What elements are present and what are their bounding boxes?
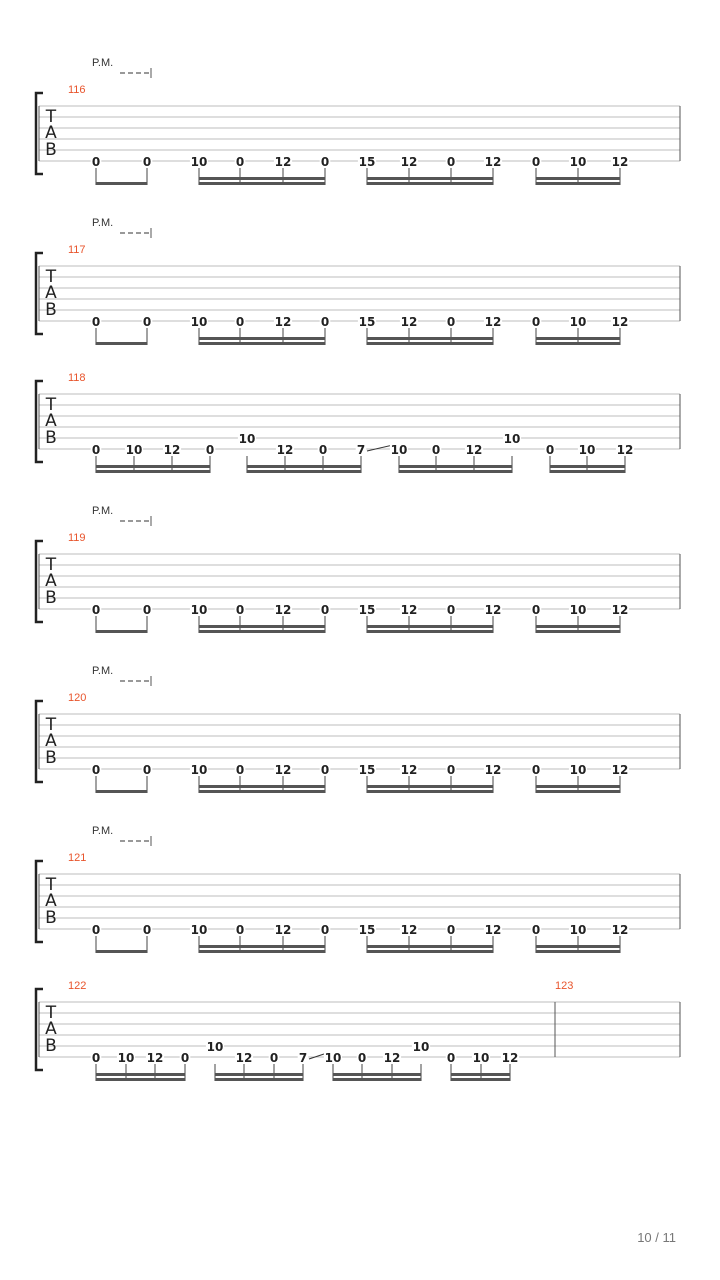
fret-number: 0 — [531, 763, 541, 777]
beam-group — [91, 922, 153, 953]
fret-number: 7 — [356, 443, 366, 457]
tab-clef-letter: T — [45, 107, 57, 127]
beam — [96, 465, 210, 468]
fret-number: 0 — [235, 923, 245, 937]
beam-group — [190, 154, 330, 185]
beam-group — [531, 314, 629, 345]
beam-group — [190, 762, 330, 793]
tab-system — [36, 505, 680, 633]
beam-group — [91, 442, 216, 473]
measure-number: 116 — [68, 84, 86, 96]
fret-number: 12 — [146, 1051, 164, 1065]
beam — [367, 950, 493, 953]
tab-clef-letter: T — [45, 555, 57, 575]
measure-number: 120 — [68, 692, 87, 704]
beam-group — [190, 922, 330, 953]
beam — [96, 1078, 185, 1081]
fret-number: 15 — [358, 763, 376, 777]
beam — [367, 630, 493, 633]
fret-number: 12 — [501, 1051, 519, 1065]
fret-number: 0 — [446, 1051, 456, 1065]
fret-number: 12 — [235, 1051, 253, 1065]
tab-system — [36, 980, 680, 1081]
fret-number: 10 — [206, 1040, 224, 1054]
fret-number: 12 — [400, 923, 418, 937]
fret-number: 15 — [358, 155, 376, 169]
fret-number: 10 — [569, 603, 587, 617]
fret-number: 15 — [358, 923, 376, 937]
beam — [536, 337, 620, 340]
tab-clef-letter: A — [45, 731, 57, 751]
beam-group — [358, 922, 502, 953]
fret-number: 12 — [484, 155, 502, 169]
beam-group — [91, 314, 153, 345]
fret-number: 0 — [320, 155, 330, 169]
tab-clef-letter: T — [45, 395, 57, 415]
fret-number: 12 — [274, 763, 292, 777]
fret-number: 0 — [446, 155, 456, 169]
beam — [536, 625, 620, 628]
fret-number: 10 — [117, 1051, 135, 1065]
beam-group — [358, 762, 502, 793]
measure-number: 123 — [555, 980, 574, 992]
beam-group — [531, 922, 629, 953]
fret-number: 0 — [545, 443, 555, 457]
fret-number: 0 — [142, 763, 152, 777]
fret-number: 15 — [358, 315, 376, 329]
fret-number: 12 — [400, 155, 418, 169]
fret-number: 0 — [91, 315, 101, 329]
fret-number: 0 — [91, 923, 101, 937]
beam-group — [206, 1039, 327, 1081]
beam-group — [390, 431, 521, 473]
fret-number: 12 — [163, 443, 181, 457]
beam — [215, 1073, 303, 1076]
fret-number: 10 — [324, 1051, 342, 1065]
beam-group — [238, 431, 393, 473]
beam — [199, 950, 325, 953]
beam-group — [91, 1050, 191, 1081]
fret-number: 12 — [616, 443, 634, 457]
fret-number: 12 — [274, 155, 292, 169]
fret-number: 0 — [318, 443, 328, 457]
beam-group — [91, 154, 153, 185]
fret-number: 0 — [235, 315, 245, 329]
beam-group — [531, 602, 629, 633]
measure-number: 118 — [68, 372, 86, 384]
fret-number: 12 — [465, 443, 483, 457]
fret-number: 12 — [611, 155, 629, 169]
fret-number: 0 — [205, 443, 215, 457]
beam — [199, 790, 325, 793]
fret-number: 12 — [611, 763, 629, 777]
beam-group — [324, 1039, 430, 1081]
fret-number: 0 — [531, 155, 541, 169]
beam — [536, 790, 620, 793]
beam — [536, 630, 620, 633]
tab-clef-letter: B — [45, 300, 57, 320]
beam — [399, 465, 512, 468]
beam — [199, 337, 325, 340]
tab-clef-letter: B — [45, 428, 57, 448]
beam — [451, 1073, 510, 1076]
fret-number: 0 — [142, 315, 152, 329]
fret-number: 0 — [446, 923, 456, 937]
tab-system — [36, 665, 680, 793]
beam — [399, 470, 512, 473]
fret-number: 12 — [611, 923, 629, 937]
beam — [367, 790, 493, 793]
tab-clef-letter: T — [45, 267, 57, 287]
beam — [367, 945, 493, 948]
beam — [247, 465, 361, 468]
beam-group — [358, 602, 502, 633]
beam — [367, 785, 493, 788]
tab-clef-letter: A — [45, 891, 57, 911]
fret-number: 15 — [358, 603, 376, 617]
beam — [96, 342, 147, 345]
fret-number: 0 — [180, 1051, 190, 1065]
beam-group — [358, 314, 502, 345]
beam-group — [531, 762, 629, 793]
beam — [199, 177, 325, 180]
palm-mute-label: P.M. — [92, 217, 114, 229]
fret-number: 12 — [274, 315, 292, 329]
fret-number: 0 — [320, 315, 330, 329]
fret-number: 0 — [431, 443, 441, 457]
beam — [96, 630, 147, 633]
fret-number: 12 — [611, 603, 629, 617]
fret-number: 0 — [91, 155, 101, 169]
beam — [550, 465, 625, 468]
beam — [215, 1078, 303, 1081]
fret-number: 10 — [390, 443, 408, 457]
fret-number: 12 — [400, 315, 418, 329]
tab-system — [36, 825, 680, 953]
fret-number: 10 — [569, 315, 587, 329]
tab-clef-letter: T — [45, 715, 57, 735]
fret-number: 0 — [357, 1051, 367, 1065]
fret-number: 0 — [235, 763, 245, 777]
fret-number: 0 — [531, 315, 541, 329]
fret-number: 12 — [383, 1051, 401, 1065]
fret-number: 12 — [484, 923, 502, 937]
fret-number: 0 — [142, 155, 152, 169]
beam — [199, 182, 325, 185]
tab-system — [36, 57, 680, 185]
beam-group — [91, 602, 153, 633]
tab-clef-letter: T — [45, 875, 57, 895]
fret-number: 12 — [484, 603, 502, 617]
tab-clef-letter: A — [45, 571, 57, 591]
fret-number: 12 — [484, 763, 502, 777]
tab-clef-letter: A — [45, 283, 57, 303]
fret-number: 10 — [569, 763, 587, 777]
beam-group — [91, 762, 153, 793]
fret-number: 0 — [91, 763, 101, 777]
beam — [367, 625, 493, 628]
fret-number: 10 — [578, 443, 596, 457]
beam — [96, 182, 147, 185]
beam-group — [545, 442, 634, 473]
fret-number: 0 — [531, 923, 541, 937]
measure-number: 121 — [68, 852, 87, 864]
page-number: 10 / 11 — [637, 1230, 676, 1245]
beam — [367, 182, 493, 185]
fret-number: 0 — [235, 155, 245, 169]
tab-clef-letter: B — [45, 748, 57, 768]
palm-mute-label: P.M. — [92, 505, 114, 517]
fret-number: 0 — [446, 763, 456, 777]
fret-number: 0 — [269, 1051, 279, 1065]
slide-line — [367, 445, 393, 451]
fret-number: 12 — [484, 315, 502, 329]
fret-number: 10 — [125, 443, 143, 457]
fret-number: 10 — [190, 155, 208, 169]
fret-number: 10 — [190, 763, 208, 777]
fret-number: 10 — [503, 432, 521, 446]
beam — [550, 470, 625, 473]
fret-number: 12 — [274, 603, 292, 617]
measure-number: 117 — [68, 244, 86, 256]
tab-clef-letter: B — [45, 1036, 57, 1056]
beam-group — [531, 154, 629, 185]
fret-number: 0 — [446, 315, 456, 329]
beam — [96, 950, 147, 953]
fret-number: 10 — [412, 1040, 430, 1054]
tab-clef-letter: A — [45, 411, 57, 431]
beam-group — [190, 602, 330, 633]
fret-number: 0 — [320, 603, 330, 617]
fret-number: 10 — [472, 1051, 490, 1065]
fret-number: 10 — [190, 603, 208, 617]
measure-number: 119 — [68, 532, 86, 544]
beam — [367, 337, 493, 340]
beam — [247, 470, 361, 473]
fret-number: 0 — [531, 603, 541, 617]
tab-clef-letter: A — [45, 1019, 57, 1039]
fret-number: 12 — [400, 603, 418, 617]
beam — [536, 785, 620, 788]
tab-clef-letter: B — [45, 908, 57, 928]
fret-number: 0 — [91, 1051, 101, 1065]
fret-number: 0 — [320, 763, 330, 777]
beam — [333, 1073, 421, 1076]
fret-number: 10 — [190, 315, 208, 329]
fret-number: 0 — [320, 923, 330, 937]
tab-clef-letter: B — [45, 588, 57, 608]
fret-number: 12 — [276, 443, 294, 457]
beam — [536, 945, 620, 948]
tab-clef-letter: B — [45, 140, 57, 160]
fret-number: 0 — [91, 603, 101, 617]
fret-number: 12 — [611, 315, 629, 329]
fret-number: 10 — [569, 923, 587, 937]
beam — [367, 177, 493, 180]
beam-group — [446, 1050, 519, 1081]
fret-number: 10 — [238, 432, 256, 446]
measure-number: 122 — [68, 980, 87, 992]
beam — [536, 342, 620, 345]
tab-clef-letter: T — [45, 1003, 57, 1023]
beam — [199, 630, 325, 633]
beam — [199, 945, 325, 948]
beam — [96, 1073, 185, 1076]
tab-system — [36, 217, 680, 345]
beam — [333, 1078, 421, 1081]
tab-system — [36, 372, 680, 473]
beam — [536, 182, 620, 185]
palm-mute-label: P.M. — [92, 57, 114, 69]
beam — [96, 790, 147, 793]
palm-mute-label: P.M. — [92, 665, 114, 677]
fret-number: 10 — [190, 923, 208, 937]
tab-clef-letter: A — [45, 123, 57, 143]
fret-number: 0 — [91, 443, 101, 457]
beam-group — [190, 314, 330, 345]
fret-number: 12 — [400, 763, 418, 777]
beam — [199, 785, 325, 788]
beam — [536, 950, 620, 953]
fret-number: 7 — [298, 1051, 308, 1065]
palm-mute-label: P.M. — [92, 825, 114, 837]
fret-number: 0 — [142, 603, 152, 617]
beam — [536, 177, 620, 180]
fret-number: 0 — [235, 603, 245, 617]
beam — [199, 625, 325, 628]
fret-number: 10 — [569, 155, 587, 169]
beam — [96, 470, 210, 473]
fret-number: 0 — [142, 923, 152, 937]
beam-group — [358, 154, 502, 185]
beam — [451, 1078, 510, 1081]
fret-number: 0 — [446, 603, 456, 617]
beam — [199, 342, 325, 345]
fret-number: 12 — [274, 923, 292, 937]
beam — [367, 342, 493, 345]
